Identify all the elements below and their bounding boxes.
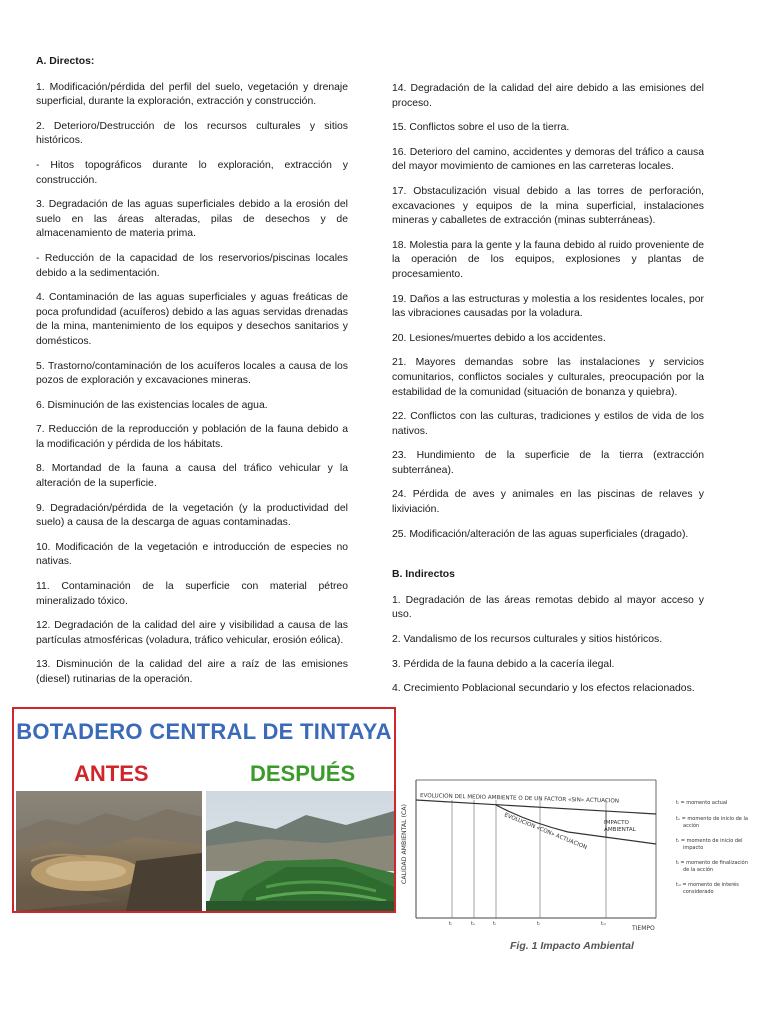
list-item: 4. Crecimiento Poblacional secundario y los efectos relacionados. — [392, 683, 695, 695]
list-item: - Hitos topográficos durante lo exploración, extracción y construcción. — [36, 159, 348, 186]
legend-entry: de la acción — [683, 867, 714, 873]
list-item: 7. Reducción de la reproducción y población de la fauna debido a la modificación y pérdida de los hábitats. — [36, 424, 348, 450]
before-label: ANTES — [74, 761, 149, 786]
list-item: 1. Modificación/pérdida del perfil del suelo, vegetación y drenaje superficial, durante la exploración, extracción y construcción. — [36, 81, 348, 108]
impact-label: AMBIENTAL — [604, 827, 636, 833]
list-item: 14. Degradación de la calidad del aire debido a las emisiones del proceso. — [392, 83, 704, 109]
list-item: 15. Conflictos sobre el uso de la tierra. — [392, 122, 570, 134]
list-item: 9. Degradación/pérdida de la vegetación (y la productividad del suelo) a causa de la descarga de aguas contaminadas. — [36, 502, 348, 529]
section-heading-directos: A. Directos: — [36, 56, 95, 67]
list-item: 24. Pérdida de aves y animales en las piscinas de relaves y lixiviación. — [392, 489, 704, 516]
list-item: 19. Daños a las estructuras y molestia a los residentes locales, por las vibraciones causadas por la voladura. — [392, 293, 704, 320]
list-item: 18. Molestia para la gente y la fauna debido al ruido proveniente de la operación de los equipos, explosiones y plantas de procesamiento. — [392, 239, 704, 280]
legend-entry: acción — [683, 823, 700, 829]
after-label: DESPUÉS — [250, 761, 356, 786]
list-item: 12. Degradación de la calidad del aire y visibilidad a causa de las partículas atmosféricas (voladura, tráfico vehicular, erosión eólica). — [36, 620, 348, 646]
tick-label: tₒ — [471, 921, 476, 927]
tick-label: tᵣ — [493, 921, 497, 927]
tick-label: tₗ — [537, 921, 540, 927]
list-item: 5. Trastorno/contaminación de los acuíferos locales a causa de los pozos de exploración y excavaciones mineras. — [36, 360, 348, 387]
list-item: 6. Disminución de las existencias locales de agua. — [36, 399, 268, 411]
left-column — [36, 55, 348, 698]
list-item: 23. Hundimiento de la superficie de la tierra (extracción subterránea). — [392, 450, 704, 476]
line-with-action-label: EVOLUCION «CON» ACTUACION — [503, 812, 588, 852]
before-photo — [16, 791, 202, 911]
list-item: 20. Lesiones/muertes debido a los accidentes. — [392, 332, 606, 344]
tick-label: tₙₗ — [601, 921, 606, 927]
list-item: 16. Deterioro del camino, accidentes y demoras del tráfico a causa del mayor movimiento de camiones en las carreteras locales. — [392, 146, 704, 173]
list-item: 21. Mayores demandas sobre las instalaciones y servicios comunitarios, conflictos sociales y culturales, preocupación por la estabilidad de la comunidad (situación de bonanza y quiebra). — [392, 357, 704, 398]
environmental-impact-diagram — [398, 744, 758, 960]
before-after-photo-figure — [12, 707, 396, 913]
list-item: 22. Conflictos con las culturas, tradiciones y estilos de vida de los nativos. — [392, 411, 704, 437]
legend-entry: tₗ = momento de finalización — [676, 860, 748, 866]
figure-caption: Fig. 1 Impacto Ambiental — [510, 940, 634, 952]
legend-entry: tₙₗ = momento de interés — [676, 882, 739, 888]
y-axis-label: CALIDAD AMBIENTAL (CA) — [401, 804, 408, 884]
list-item: 10. Modificación de la vegetación e introducción de especies no nativas. — [36, 541, 348, 568]
legend-entry: tᵢ = momento actual — [676, 800, 728, 806]
list-item: - Reducción de la capacidad de los reservorios/piscinas locales debido a la sedimentación. — [36, 252, 348, 279]
list-item: 1. Degradación de las áreas remotas debido al mayor acceso y uso. — [392, 594, 704, 621]
legend-entry: tₒ = momento de inicio de la — [676, 816, 748, 822]
list-item: 3. Degradación de las aguas superficiales debido a la erosión del suelo en las áreas alteradas, pilas de desechos y de almacenamiento de materia prima. — [36, 199, 348, 240]
right-column — [392, 82, 704, 707]
list-item: 2. Vandalismo de los recursos culturales y sitios históricos. — [392, 634, 663, 646]
list-item: 11. Contaminación de la superficie con material pétreo mineralizado tóxico. — [36, 581, 348, 607]
tick-label: tᵢ — [449, 921, 452, 927]
section-heading-indirectos: B. Indirectos — [392, 569, 455, 581]
x-axis-label: TIEMPO — [632, 925, 655, 932]
list-item: 2. Deterioro/Destrucción de los recursos culturales y sitios históricos. — [36, 120, 348, 147]
list-item: 17. Obstaculización visual debido a las torres de perforación, excavaciones y equipos de la mina superficial, instalaciones mineras y caballetes de extracción (minas subterráneas). — [392, 185, 704, 227]
list-item: 4. Contaminación de las aguas superficiales y aguas freáticas de poca profundidad (acuíferos) debido a las aguas servidas drenadas de la mina, mantenimiento de los equipos y desechos sanitarios y domésticos. — [36, 292, 348, 347]
list-item: 8. Mortandad de la fauna a causa del tráfico vehicular y la alteración de la superficie. — [36, 463, 348, 490]
legend-entry: tᵣ = momento de inicio del — [676, 838, 743, 844]
photo-title: BOTADERO CENTRAL DE TINTAYA — [16, 719, 392, 744]
after-photo — [206, 791, 394, 911]
list-item: 3. Pérdida de la fauna debido a la cacería ilegal. — [392, 658, 615, 670]
list-item: 25. Modificación/alteración de las aguas superficiales (dragado). — [392, 528, 689, 540]
list-item: 13. Disminución de la calidad del aire a raíz de las emisiones (diesel) rutinarias de la operación. — [36, 659, 348, 685]
legend-entry: considerado — [683, 889, 714, 895]
line-without-action-label: EVOLUCION DEL MEDIO AMBIENTE O DE UN FACTOR «SIN» ACTUACION — [419, 793, 620, 805]
impact-label: IMPACTO — [604, 820, 629, 826]
legend-entry: impacto — [683, 845, 704, 851]
